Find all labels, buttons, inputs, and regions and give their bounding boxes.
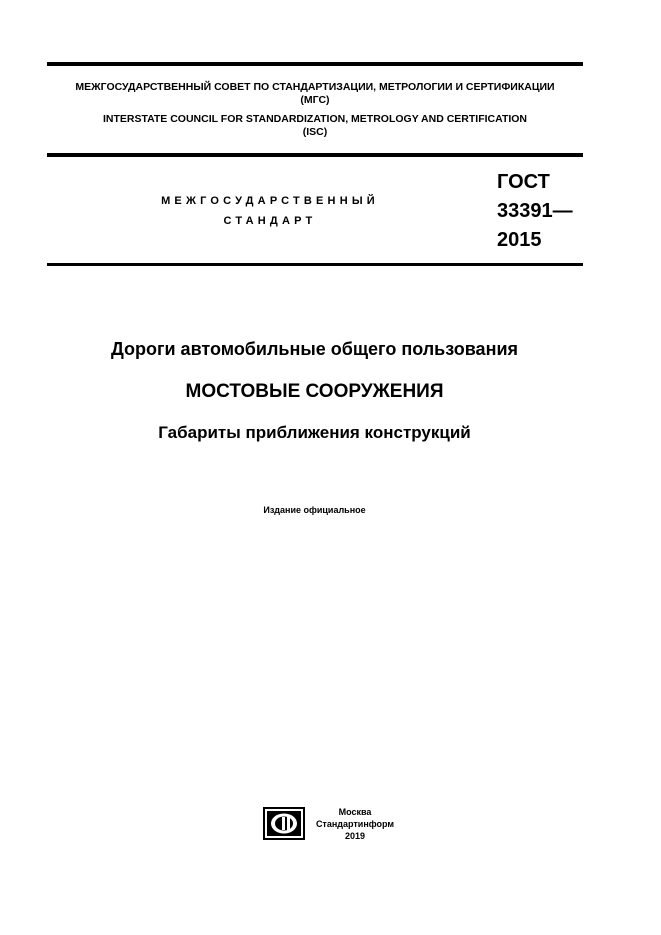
standard-type-line1: МЕЖГОСУДАРСТВЕННЫЙ bbox=[161, 195, 379, 207]
council-name-en bbox=[47, 113, 583, 139]
council-name-en-line1: INTERSTATE COUNCIL FOR STANDARDIZATION, METROLOGY AND CERTIFICATION bbox=[102, 113, 528, 125]
bottom-divider bbox=[47, 263, 583, 266]
publisher-name: Стандартинформ bbox=[315, 819, 395, 829]
gost-prefix: ГОСТ bbox=[497, 171, 550, 193]
document-title: МОСТОВЫЕ СООРУЖЕНИЯ bbox=[185, 381, 444, 402]
standard-type-line2: СТАНДАРТ bbox=[223, 215, 317, 227]
publication-year: 2019 bbox=[344, 831, 366, 841]
council-abbr-en: (ISC) bbox=[302, 126, 328, 138]
middle-divider bbox=[47, 153, 583, 157]
document-subtitle: Дороги автомобильные общего пользования bbox=[110, 339, 519, 359]
gost-number: 33391— bbox=[497, 200, 573, 222]
council-abbr-ru: (МГС) bbox=[300, 94, 330, 106]
council-name-ru-line1: МЕЖГОСУДАРСТВЕННЫЙ СОВЕТ ПО СТАНДАРТИЗАЦИИ, МЕТРОЛОГИИ И СЕРТИФИКАЦИИ bbox=[75, 81, 555, 93]
publisher-city: Москва bbox=[338, 807, 372, 817]
council-name-ru bbox=[47, 81, 583, 107]
edition-note: Издание официальное bbox=[263, 505, 366, 515]
gost-year: 2015 bbox=[497, 229, 542, 251]
top-divider bbox=[47, 62, 583, 66]
document-subtitle-2: Габариты приближения конструкций bbox=[158, 423, 471, 442]
standartinform-logo-icon bbox=[263, 807, 305, 840]
